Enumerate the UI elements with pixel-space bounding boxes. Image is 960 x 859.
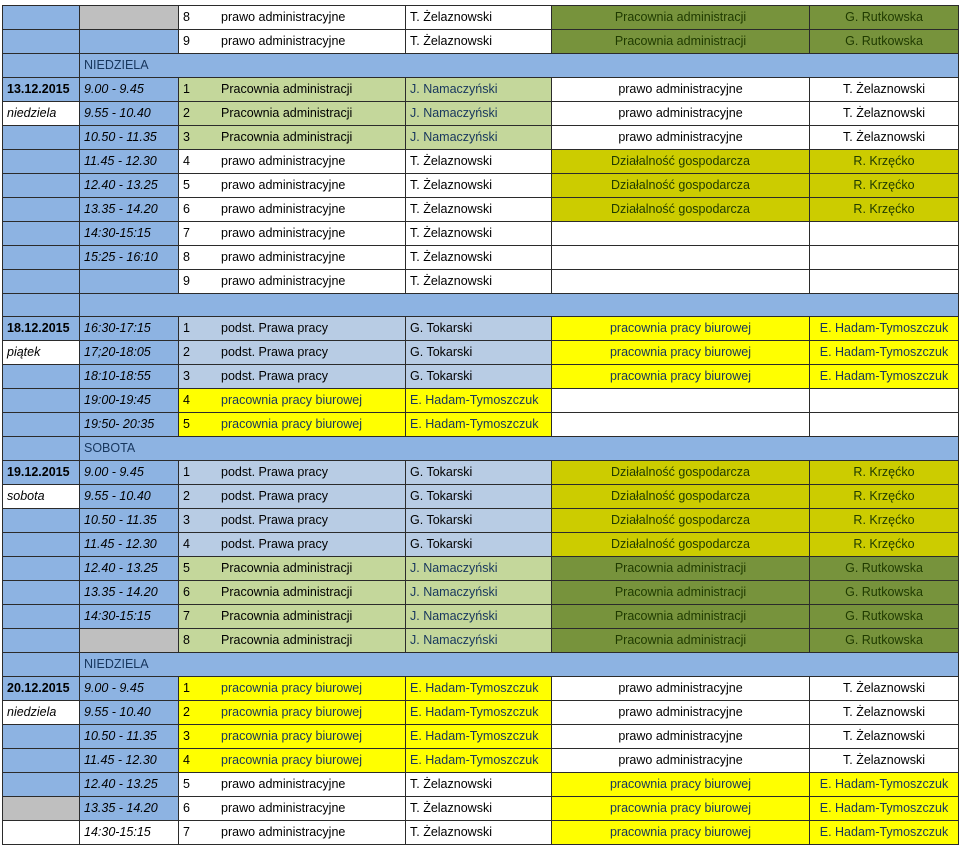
lesson-row bbox=[3, 629, 959, 653]
lesson-subject-cell bbox=[179, 174, 406, 198]
lesson-number: 4 bbox=[183, 753, 190, 767]
subject-label: podst. Prawa pracy bbox=[221, 369, 328, 383]
day-band-label: SOBOTA bbox=[80, 437, 959, 461]
lesson-subject-cell bbox=[179, 797, 406, 821]
lesson-row bbox=[3, 413, 959, 437]
date-cell bbox=[3, 773, 80, 797]
lesson-subject-cell bbox=[179, 557, 406, 581]
time-cell: 12.40 - 13.25 bbox=[80, 174, 179, 198]
teacher-cell: R. Krzęćko bbox=[810, 198, 959, 222]
teacher-cell: R. Krzęćko bbox=[810, 174, 959, 198]
subject-label: pracownia pracy biurowej bbox=[221, 417, 363, 431]
subject-cell: Pracownia administracji bbox=[552, 30, 810, 54]
subject-cell: prawo administracyjne bbox=[552, 749, 810, 773]
subject-label: prawo administracyjne bbox=[221, 801, 346, 815]
teacher-cell: J. Namaczyński bbox=[406, 126, 552, 150]
teacher-cell: T. Żelaznowski bbox=[406, 30, 552, 54]
day-band-row bbox=[3, 653, 959, 677]
date-cell bbox=[3, 821, 80, 845]
teacher-cell: T. Żelaznowski bbox=[810, 725, 959, 749]
teacher-cell: G. Rutkowska bbox=[810, 557, 959, 581]
lesson-row bbox=[3, 365, 959, 389]
lesson-subject-cell bbox=[179, 485, 406, 509]
teacher-cell: G. Tokarski bbox=[406, 461, 552, 485]
date-cell: sobota bbox=[3, 485, 80, 509]
subject-label: Pracownia administracji bbox=[221, 585, 353, 599]
lesson-subject-cell bbox=[179, 150, 406, 174]
time-cell: 11.45 - 12.30 bbox=[80, 749, 179, 773]
date-cell bbox=[3, 30, 80, 54]
time-cell bbox=[80, 629, 179, 653]
time-cell: 14:30-15:15 bbox=[80, 821, 179, 845]
subject-label: pracownia pracy biurowej bbox=[221, 705, 363, 719]
lesson-row bbox=[3, 150, 959, 174]
lesson-subject-cell bbox=[179, 413, 406, 437]
lesson-subject-cell bbox=[179, 605, 406, 629]
lesson-subject-cell bbox=[179, 461, 406, 485]
subject-label: pracownia pracy biurowej bbox=[221, 753, 363, 767]
teacher-cell: E. Hadam-Tymoszczuk bbox=[406, 389, 552, 413]
date-cell bbox=[3, 557, 80, 581]
teacher-cell: T. Żelaznowski bbox=[406, 246, 552, 270]
date-cell bbox=[3, 365, 80, 389]
teacher-cell: R. Krzęćko bbox=[810, 150, 959, 174]
day-band-label: NIEDZIELA bbox=[80, 653, 959, 677]
subject-cell: Pracownia administracji bbox=[552, 605, 810, 629]
teacher-cell: G. Tokarski bbox=[406, 509, 552, 533]
subject-label: Pracownia administracji bbox=[221, 130, 353, 144]
date-cell bbox=[3, 749, 80, 773]
time-cell bbox=[80, 6, 179, 30]
time-cell: 19:50- 20:35 bbox=[80, 413, 179, 437]
date-cell bbox=[3, 389, 80, 413]
teacher-cell bbox=[810, 389, 959, 413]
lesson-row bbox=[3, 701, 959, 725]
lesson-row bbox=[3, 677, 959, 701]
time-cell: 9.55 - 10.40 bbox=[80, 485, 179, 509]
teacher-cell: J. Namaczyński bbox=[406, 605, 552, 629]
lesson-subject-cell bbox=[179, 389, 406, 413]
subject-label: podst. Prawa pracy bbox=[221, 537, 328, 551]
lesson-row bbox=[3, 341, 959, 365]
lesson-subject-cell bbox=[179, 533, 406, 557]
lesson-number: 7 bbox=[183, 226, 190, 240]
teacher-cell: E. Hadam-Tymoszczuk bbox=[810, 365, 959, 389]
teacher-cell: J. Namaczyński bbox=[406, 102, 552, 126]
lesson-row bbox=[3, 581, 959, 605]
subject-cell: pracownia pracy biurowej bbox=[552, 317, 810, 341]
lesson-row bbox=[3, 222, 959, 246]
date-cell bbox=[3, 605, 80, 629]
lesson-row bbox=[3, 78, 959, 102]
teacher-cell bbox=[810, 270, 959, 294]
subject-cell: Działalność gospodarcza bbox=[552, 461, 810, 485]
lesson-number: 2 bbox=[183, 489, 190, 503]
day-band-label bbox=[80, 294, 959, 317]
time-cell: 15:25 - 16:10 bbox=[80, 246, 179, 270]
time-cell: 17;20-18:05 bbox=[80, 341, 179, 365]
lesson-number: 3 bbox=[183, 729, 190, 743]
subject-label: prawo administracyjne bbox=[221, 274, 346, 288]
date-cell: 20.12.2015 bbox=[3, 677, 80, 701]
teacher-cell: E. Hadam-Tymoszczuk bbox=[810, 821, 959, 845]
date-cell bbox=[3, 413, 80, 437]
subject-cell bbox=[552, 413, 810, 437]
lesson-number: 3 bbox=[183, 130, 190, 144]
lesson-number: 9 bbox=[183, 34, 190, 48]
date-cell bbox=[3, 6, 80, 30]
lesson-row bbox=[3, 6, 959, 30]
lesson-number: 2 bbox=[183, 345, 190, 359]
day-band-row bbox=[3, 437, 959, 461]
lesson-subject-cell bbox=[179, 126, 406, 150]
lesson-number: 3 bbox=[183, 369, 190, 383]
subject-cell: prawo administracyjne bbox=[552, 78, 810, 102]
teacher-cell: G. Tokarski bbox=[406, 365, 552, 389]
lesson-subject-cell bbox=[179, 78, 406, 102]
teacher-cell: G. Rutkowska bbox=[810, 30, 959, 54]
date-cell: niedziela bbox=[3, 701, 80, 725]
teacher-cell: G. Tokarski bbox=[406, 485, 552, 509]
date-cell: 19.12.2015 bbox=[3, 461, 80, 485]
lesson-number: 6 bbox=[183, 585, 190, 599]
teacher-cell: T. Żelaznowski bbox=[406, 174, 552, 198]
date-cell bbox=[3, 797, 80, 821]
lesson-subject-cell bbox=[179, 6, 406, 30]
teacher-cell: E. Hadam-Tymoszczuk bbox=[810, 317, 959, 341]
subject-label: prawo administracyjne bbox=[221, 10, 346, 24]
lesson-number: 3 bbox=[183, 513, 190, 527]
date-cell bbox=[3, 126, 80, 150]
subject-label: podst. Prawa pracy bbox=[221, 321, 328, 335]
lesson-row bbox=[3, 749, 959, 773]
teacher-cell: T. Żelaznowski bbox=[406, 270, 552, 294]
lesson-number: 5 bbox=[183, 178, 190, 192]
subject-label: Pracownia administracji bbox=[221, 82, 353, 96]
teacher-cell bbox=[810, 413, 959, 437]
teacher-cell: R. Krzęćko bbox=[810, 461, 959, 485]
teacher-cell: E. Hadam-Tymoszczuk bbox=[406, 725, 552, 749]
lesson-number: 6 bbox=[183, 801, 190, 815]
teacher-cell: T. Żelaznowski bbox=[810, 749, 959, 773]
lesson-subject-cell bbox=[179, 317, 406, 341]
subject-label: Pracownia administracji bbox=[221, 633, 353, 647]
subject-label: Pracownia administracji bbox=[221, 106, 353, 120]
time-cell: 13.35 - 14.20 bbox=[80, 581, 179, 605]
lesson-subject-cell bbox=[179, 341, 406, 365]
lesson-number: 6 bbox=[183, 202, 190, 216]
lesson-subject-cell bbox=[179, 773, 406, 797]
time-cell bbox=[80, 30, 179, 54]
band-spacer bbox=[3, 437, 80, 461]
band-spacer bbox=[3, 54, 80, 78]
subject-label: podst. Prawa pracy bbox=[221, 513, 328, 527]
lesson-subject-cell bbox=[179, 198, 406, 222]
time-cell: 9.00 - 9.45 bbox=[80, 78, 179, 102]
teacher-cell: T. Żelaznowski bbox=[810, 102, 959, 126]
date-cell: 13.12.2015 bbox=[3, 78, 80, 102]
date-cell: niedziela bbox=[3, 102, 80, 126]
date-cell bbox=[3, 246, 80, 270]
lesson-number: 4 bbox=[183, 393, 190, 407]
lesson-row bbox=[3, 389, 959, 413]
date-cell bbox=[3, 222, 80, 246]
teacher-cell: E. Hadam-Tymoszczuk bbox=[406, 677, 552, 701]
teacher-cell: R. Krzęćko bbox=[810, 485, 959, 509]
day-band-row bbox=[3, 294, 959, 317]
subject-cell bbox=[552, 246, 810, 270]
teacher-cell: T. Żelaznowski bbox=[406, 6, 552, 30]
lesson-number: 5 bbox=[183, 417, 190, 431]
subject-label: podst. Prawa pracy bbox=[221, 465, 328, 479]
lesson-number: 1 bbox=[183, 82, 190, 96]
teacher-cell: E. Hadam-Tymoszczuk bbox=[406, 701, 552, 725]
lesson-number: 5 bbox=[183, 561, 190, 575]
teacher-cell: E. Hadam-Tymoszczuk bbox=[810, 797, 959, 821]
lesson-subject-cell bbox=[179, 677, 406, 701]
lesson-row bbox=[3, 557, 959, 581]
subject-cell: Działalność gospodarcza bbox=[552, 150, 810, 174]
teacher-cell: T. Żelaznowski bbox=[406, 773, 552, 797]
subject-cell bbox=[552, 389, 810, 413]
lesson-row bbox=[3, 605, 959, 629]
subject-cell: prawo administracyjne bbox=[552, 701, 810, 725]
time-cell: 10.50 - 11.35 bbox=[80, 509, 179, 533]
subject-cell bbox=[552, 222, 810, 246]
subject-label: prawo administracyjne bbox=[221, 777, 346, 791]
teacher-cell: J. Namaczyński bbox=[406, 78, 552, 102]
lesson-row bbox=[3, 509, 959, 533]
band-spacer bbox=[3, 294, 80, 317]
time-cell: 9.00 - 9.45 bbox=[80, 677, 179, 701]
teacher-cell: T. Żelaznowski bbox=[406, 150, 552, 174]
lesson-number: 5 bbox=[183, 777, 190, 791]
date-cell bbox=[3, 725, 80, 749]
time-cell: 9.55 - 10.40 bbox=[80, 102, 179, 126]
subject-label: prawo administracyjne bbox=[221, 34, 346, 48]
teacher-cell: T. Żelaznowski bbox=[810, 78, 959, 102]
time-cell: 16:30-17:15 bbox=[80, 317, 179, 341]
time-cell: 14:30-15:15 bbox=[80, 222, 179, 246]
subject-cell: prawo administracyjne bbox=[552, 725, 810, 749]
lesson-subject-cell bbox=[179, 629, 406, 653]
teacher-cell bbox=[810, 246, 959, 270]
lesson-row bbox=[3, 317, 959, 341]
teacher-cell: E. Hadam-Tymoszczuk bbox=[810, 773, 959, 797]
subject-label: podst. Prawa pracy bbox=[221, 489, 328, 503]
teacher-cell: T. Żelaznowski bbox=[406, 222, 552, 246]
lesson-subject-cell bbox=[179, 821, 406, 845]
lesson-row bbox=[3, 246, 959, 270]
lesson-subject-cell bbox=[179, 365, 406, 389]
lesson-row bbox=[3, 533, 959, 557]
time-cell bbox=[80, 270, 179, 294]
date-cell bbox=[3, 629, 80, 653]
subject-label: prawo administracyjne bbox=[221, 825, 346, 839]
day-band-label: NIEDZIELA bbox=[80, 54, 959, 78]
subject-cell: Działalność gospodarcza bbox=[552, 485, 810, 509]
time-cell: 10.50 - 11.35 bbox=[80, 126, 179, 150]
date-cell bbox=[3, 150, 80, 174]
subject-label: Pracownia administracji bbox=[221, 609, 353, 623]
subject-label: prawo administracyjne bbox=[221, 154, 346, 168]
lesson-row bbox=[3, 126, 959, 150]
lesson-subject-cell bbox=[179, 102, 406, 126]
time-cell: 18:10-18:55 bbox=[80, 365, 179, 389]
subject-cell: Działalność gospodarcza bbox=[552, 533, 810, 557]
lesson-number: 2 bbox=[183, 705, 190, 719]
lesson-row bbox=[3, 773, 959, 797]
lesson-subject-cell bbox=[179, 581, 406, 605]
teacher-cell: G. Tokarski bbox=[406, 317, 552, 341]
lesson-number: 1 bbox=[183, 681, 190, 695]
date-cell bbox=[3, 174, 80, 198]
subject-cell: Pracownia administracji bbox=[552, 629, 810, 653]
lesson-subject-cell bbox=[179, 749, 406, 773]
time-cell: 13.35 - 14.20 bbox=[80, 198, 179, 222]
lesson-row bbox=[3, 30, 959, 54]
lesson-number: 9 bbox=[183, 274, 190, 288]
subject-label: pracownia pracy biurowej bbox=[221, 393, 363, 407]
teacher-cell: T. Żelaznowski bbox=[810, 677, 959, 701]
lesson-subject-cell bbox=[179, 30, 406, 54]
teacher-cell: E. Hadam-Tymoszczuk bbox=[406, 413, 552, 437]
subject-cell: Pracownia administracji bbox=[552, 6, 810, 30]
subject-label: podst. Prawa pracy bbox=[221, 345, 328, 359]
lesson-number: 2 bbox=[183, 106, 190, 120]
teacher-cell: T. Żelaznowski bbox=[810, 701, 959, 725]
teacher-cell: G. Tokarski bbox=[406, 341, 552, 365]
lesson-subject-cell bbox=[179, 725, 406, 749]
date-cell: 18.12.2015 bbox=[3, 317, 80, 341]
time-cell: 12.40 - 13.25 bbox=[80, 557, 179, 581]
time-cell: 10.50 - 11.35 bbox=[80, 725, 179, 749]
teacher-cell: J. Namaczyński bbox=[406, 557, 552, 581]
subject-cell: prawo administracyjne bbox=[552, 102, 810, 126]
teacher-cell: E. Hadam-Tymoszczuk bbox=[406, 749, 552, 773]
date-cell bbox=[3, 270, 80, 294]
lesson-row bbox=[3, 198, 959, 222]
day-band-row bbox=[3, 54, 959, 78]
band-spacer bbox=[3, 653, 80, 677]
subject-label: pracownia pracy biurowej bbox=[221, 729, 363, 743]
teacher-cell: G. Tokarski bbox=[406, 533, 552, 557]
time-cell: 11.45 - 12.30 bbox=[80, 533, 179, 557]
lesson-number: 4 bbox=[183, 154, 190, 168]
schedule-body bbox=[3, 6, 959, 845]
subject-cell: pracownia pracy biurowej bbox=[552, 797, 810, 821]
teacher-cell: G. Rutkowska bbox=[810, 6, 959, 30]
date-cell bbox=[3, 198, 80, 222]
subject-cell: Działalność gospodarcza bbox=[552, 174, 810, 198]
lesson-number: 1 bbox=[183, 321, 190, 335]
lesson-number: 8 bbox=[183, 633, 190, 647]
time-cell: 12.40 - 13.25 bbox=[80, 773, 179, 797]
subject-label: prawo administracyjne bbox=[221, 226, 346, 240]
lesson-subject-cell bbox=[179, 701, 406, 725]
subject-cell: pracownia pracy biurowej bbox=[552, 365, 810, 389]
lesson-subject-cell bbox=[179, 509, 406, 533]
lesson-number: 8 bbox=[183, 10, 190, 24]
teacher-cell: R. Krzęćko bbox=[810, 533, 959, 557]
teacher-cell: T. Żelaznowski bbox=[406, 198, 552, 222]
teacher-cell: T. Żelaznowski bbox=[406, 797, 552, 821]
teacher-cell: T. Żelaznowski bbox=[810, 126, 959, 150]
subject-cell: prawo administracyjne bbox=[552, 677, 810, 701]
lesson-number: 7 bbox=[183, 609, 190, 623]
lesson-subject-cell bbox=[179, 246, 406, 270]
lesson-number: 7 bbox=[183, 825, 190, 839]
schedule-table bbox=[2, 5, 959, 845]
subject-label: prawo administracyjne bbox=[221, 202, 346, 216]
date-cell bbox=[3, 533, 80, 557]
lesson-row bbox=[3, 821, 959, 845]
subject-label: Pracownia administracji bbox=[221, 561, 353, 575]
time-cell: 14:30-15:15 bbox=[80, 605, 179, 629]
lesson-row bbox=[3, 725, 959, 749]
subject-cell: Pracownia administracji bbox=[552, 557, 810, 581]
lesson-number: 1 bbox=[183, 465, 190, 479]
lesson-row bbox=[3, 485, 959, 509]
subject-cell: Działalność gospodarcza bbox=[552, 198, 810, 222]
teacher-cell: G. Rutkowska bbox=[810, 629, 959, 653]
lesson-row bbox=[3, 461, 959, 485]
time-cell: 9.00 - 9.45 bbox=[80, 461, 179, 485]
subject-cell bbox=[552, 270, 810, 294]
lesson-row bbox=[3, 797, 959, 821]
lesson-subject-cell bbox=[179, 222, 406, 246]
lesson-row bbox=[3, 174, 959, 198]
date-cell bbox=[3, 581, 80, 605]
lesson-row bbox=[3, 102, 959, 126]
subject-cell: Działalność gospodarcza bbox=[552, 509, 810, 533]
teacher-cell: T. Żelaznowski bbox=[406, 821, 552, 845]
subject-label: pracownia pracy biurowej bbox=[221, 681, 363, 695]
teacher-cell bbox=[810, 222, 959, 246]
subject-cell: pracownia pracy biurowej bbox=[552, 773, 810, 797]
subject-label: prawo administracyjne bbox=[221, 250, 346, 264]
teacher-cell: R. Krzęćko bbox=[810, 509, 959, 533]
subject-label: prawo administracyjne bbox=[221, 178, 346, 192]
lesson-subject-cell bbox=[179, 270, 406, 294]
teacher-cell: G. Rutkowska bbox=[810, 581, 959, 605]
time-cell: 11.45 - 12.30 bbox=[80, 150, 179, 174]
subject-cell: pracownia pracy biurowej bbox=[552, 341, 810, 365]
date-cell bbox=[3, 509, 80, 533]
time-cell: 9.55 - 10.40 bbox=[80, 701, 179, 725]
date-cell: piątek bbox=[3, 341, 80, 365]
time-cell: 13.35 - 14.20 bbox=[80, 797, 179, 821]
time-cell: 19:00-19:45 bbox=[80, 389, 179, 413]
teacher-cell: J. Namaczyński bbox=[406, 581, 552, 605]
lesson-number: 4 bbox=[183, 537, 190, 551]
teacher-cell: G. Rutkowska bbox=[810, 605, 959, 629]
lesson-number: 8 bbox=[183, 250, 190, 264]
subject-cell: Pracownia administracji bbox=[552, 581, 810, 605]
teacher-cell: E. Hadam-Tymoszczuk bbox=[810, 341, 959, 365]
teacher-cell: J. Namaczyński bbox=[406, 629, 552, 653]
lesson-row bbox=[3, 270, 959, 294]
subject-cell: pracownia pracy biurowej bbox=[552, 821, 810, 845]
subject-cell: prawo administracyjne bbox=[552, 126, 810, 150]
